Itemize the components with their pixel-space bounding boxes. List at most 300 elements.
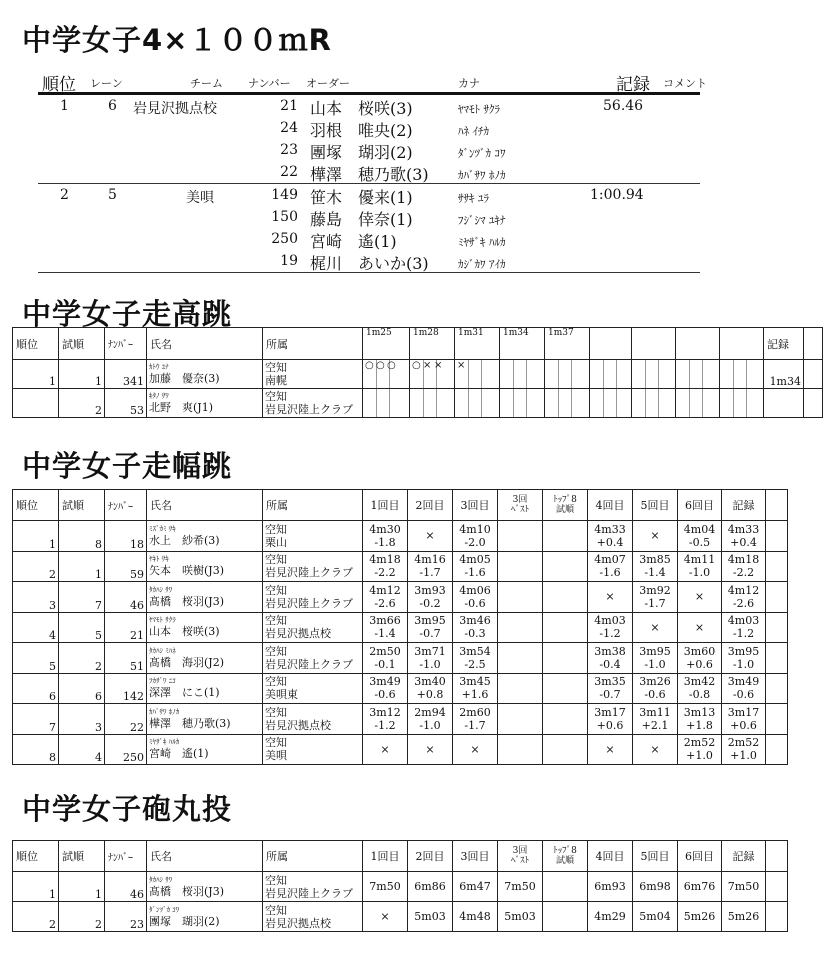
- trial-cell: [633, 734, 678, 765]
- athlete-name: 水上 紗希(3): [149, 533, 220, 547]
- trial-distance: 3m85: [639, 553, 671, 567]
- header-rank: 順位: [42, 75, 76, 95]
- lj-header-order: 試順: [59, 490, 105, 521]
- spare-cell: [766, 643, 788, 674]
- trial-distance: 3m45: [459, 675, 491, 689]
- affiliation-prefecture: 空知: [265, 903, 287, 917]
- shotput-title: 中学女子砲丸投: [22, 792, 233, 826]
- order-cell: 2: [59, 389, 105, 418]
- order-cell: 1: [59, 551, 105, 582]
- affiliation-school: 岩見沢陸上クラブ: [265, 566, 353, 580]
- lj-header-name: 氏名: [147, 490, 263, 521]
- trial-cell: [363, 521, 408, 552]
- trial-cell: [453, 612, 498, 643]
- hj-header-name: 氏名: [147, 328, 263, 360]
- hj-height-9: [720, 328, 764, 360]
- highjump-table: [12, 327, 823, 418]
- affiliation-cell: [263, 612, 363, 643]
- lj-header-t5: 5回目: [633, 490, 678, 521]
- hj-header-affil: 所属: [263, 328, 363, 360]
- relay-member-kana: ｶｼﾞｶﾜ ｱｲｶ: [458, 258, 506, 271]
- table-row: [13, 360, 823, 389]
- trial-cell: [588, 673, 633, 704]
- trial-wind: -2.6: [732, 596, 755, 610]
- athlete-name: 髙橋 桜羽(J3): [149, 594, 224, 608]
- trial-distance: ×: [605, 742, 615, 756]
- athlete-kana: ﾌｶｻﾞﾜ ﾆｺ: [149, 677, 176, 686]
- rank-cell: 4: [13, 612, 59, 643]
- trial-wind: -1.7: [464, 718, 486, 732]
- lj-header-number: ﾅﾝﾊﾞｰ: [105, 490, 147, 521]
- trial-distance: 3m49: [369, 675, 401, 689]
- trial-distance: ×: [650, 742, 660, 756]
- trial-cell: [633, 521, 678, 552]
- header-number: ナンバー: [248, 77, 291, 90]
- trial-cell: [543, 612, 588, 643]
- hj-height-3: 1m31: [455, 328, 500, 360]
- trial-cell: [543, 643, 588, 674]
- relay-member-name: 梶川 あいか(3): [310, 254, 429, 273]
- athlete-kana: ﾀｶﾊｼ ｻﾜ: [149, 875, 173, 884]
- table-row: [13, 612, 788, 643]
- relay-lane: 6: [108, 98, 117, 114]
- relay-record: 56.46: [603, 98, 644, 114]
- affiliation-prefecture: 空知: [265, 614, 287, 628]
- trial-wind: -0.3: [464, 627, 486, 641]
- relay-member-number: 22: [280, 164, 298, 180]
- table-row: [13, 551, 788, 582]
- hj-height-8: [676, 328, 720, 360]
- trial-cell: [408, 734, 453, 765]
- attempt-mark: ○: [376, 360, 385, 371]
- sp-header-t3: 3回目: [453, 841, 498, 872]
- affiliation-cell: [263, 872, 363, 902]
- trial-cell: [678, 734, 722, 765]
- relay-line: [38, 250, 700, 272]
- trial-distance: 4m18: [727, 553, 760, 567]
- attempt-mark: ×: [457, 360, 466, 371]
- number-cell: 21: [105, 612, 147, 643]
- trial-wind: +0.4: [730, 535, 757, 549]
- relay-team-name: 岩見沢拠点校: [133, 101, 217, 117]
- trial-wind: -0.8: [688, 688, 711, 702]
- trial-wind: -1.0: [732, 657, 755, 671]
- trial-wind: +0.6: [686, 657, 713, 671]
- trial-cell: [363, 734, 408, 765]
- trial-distance: ×: [605, 590, 615, 604]
- trial-distance: 4m16: [414, 553, 446, 567]
- trial-cell: 6m76: [678, 872, 722, 902]
- trial-distance: 2m94: [414, 705, 446, 719]
- attempt-mark: ○: [365, 360, 374, 371]
- relay-member-number: 23: [280, 142, 298, 158]
- trial-cell: [543, 734, 588, 765]
- athlete-cell: [147, 902, 263, 932]
- relay-member-kana: ﾊﾈ ｲﾁｶ: [458, 125, 489, 138]
- relay-member-kana: ﾐﾔｻﾞｷ ﾊﾙｶ: [458, 236, 506, 249]
- trial-cell: [498, 643, 543, 674]
- trial-distance: 2m50: [369, 644, 401, 658]
- table-row: [13, 389, 823, 418]
- trial-cell: [498, 734, 543, 765]
- trial-cell: [722, 612, 766, 643]
- trial-wind: -1.4: [374, 627, 396, 641]
- trial-distance: 2m60: [459, 705, 491, 719]
- trial-distance: 4m18: [369, 553, 401, 567]
- affiliation-prefecture: 空知: [265, 675, 287, 689]
- trial-cell: 4m48: [453, 902, 498, 932]
- trial-cell: [722, 551, 766, 582]
- trial-wind: +0.4: [596, 535, 624, 549]
- trial-cell: [453, 704, 498, 735]
- affiliation-prefecture: 空知: [265, 522, 287, 536]
- relay-member-kana: ﾌｼﾞｼﾏ ﾕｷﾅ: [458, 214, 506, 227]
- hj-height-5: 1m37: [545, 328, 590, 360]
- hj-height-4: 1m34: [500, 328, 545, 360]
- number-cell: 53: [105, 389, 147, 418]
- trial-distance: 3m42: [683, 675, 716, 689]
- table-row: [13, 902, 788, 932]
- relay-member-kana: ﾔﾏﾓﾄ ｻｸﾗ: [458, 103, 500, 116]
- lj-header-t4: 4回目: [588, 490, 633, 521]
- trial-wind: -1.0: [419, 657, 441, 671]
- athlete-kana: ｷﾀﾉ ｻﾜ: [149, 392, 169, 400]
- header-team: チーム: [190, 77, 223, 90]
- sp-header-name: 氏名: [147, 841, 263, 872]
- hj-header-number: ﾅﾝﾊﾞｰ: [105, 328, 147, 360]
- trial-cell: [408, 612, 453, 643]
- trial-wind: -1.7: [419, 566, 441, 580]
- relay-line: [38, 206, 700, 228]
- trial-cell: 6m47: [453, 872, 498, 902]
- trial-cell: 5m26: [678, 902, 722, 932]
- athlete-name: 樺澤 穂乃歌(3): [149, 716, 231, 730]
- header-record: 記録: [616, 75, 650, 95]
- trial-cell: [633, 612, 678, 643]
- affiliation-prefecture: 空知: [265, 583, 287, 597]
- athlete-name: 宮崎 遙(1): [149, 747, 209, 761]
- header-comment: コメント: [663, 77, 707, 90]
- sp-header-number: ﾅﾝﾊﾞｰ: [105, 841, 147, 872]
- trial-wind: +1.0: [730, 749, 757, 763]
- lj-header-affil: 所属: [263, 490, 363, 521]
- affiliation-school: 岩見沢陸上クラブ: [265, 403, 353, 416]
- trial-wind: -0.7: [599, 688, 621, 702]
- athlete-name: 北野 爽(J1): [149, 401, 213, 414]
- trial-cell: [722, 582, 766, 613]
- athlete-kana: ﾔﾏﾓﾄ ｻｸﾗ: [149, 616, 176, 625]
- trial-cell: [498, 612, 543, 643]
- attempt-cell: [676, 360, 720, 389]
- relay-team: [38, 95, 700, 184]
- number-cell: 22: [105, 704, 147, 735]
- trial-cell: [588, 704, 633, 735]
- trial-distance: 4m30: [369, 522, 401, 536]
- trial-distance: 4m33: [727, 522, 760, 536]
- rank-cell: 1: [13, 872, 59, 902]
- relay-team: [38, 184, 700, 273]
- trial-cell: [408, 704, 453, 735]
- trial-cell: [453, 643, 498, 674]
- athlete-cell: [147, 612, 263, 643]
- trial-cell: [633, 551, 678, 582]
- order-cell: 4: [59, 734, 105, 765]
- athlete-cell: [147, 673, 263, 704]
- hj-header-order: 試順: [59, 328, 105, 360]
- affiliation-school: 美唄: [265, 749, 287, 763]
- trial-cell: [678, 521, 722, 552]
- athlete-kana: ﾀｶﾊｼ ﾐﾊﾈ: [149, 646, 176, 655]
- trial-distance: ×: [694, 620, 705, 634]
- athlete-name: 深澤 にこ(1): [149, 686, 220, 700]
- attempt-cell: [676, 389, 720, 418]
- affiliation-school: 栗山: [265, 535, 287, 549]
- trial-wind: -0.5: [688, 535, 711, 549]
- trial-distance: ×: [694, 590, 705, 604]
- affiliation-prefecture: 空知: [265, 873, 287, 887]
- relay-line: [38, 228, 700, 250]
- trial-distance: 3m49: [727, 675, 760, 689]
- trial-cell: 6m93: [588, 872, 633, 902]
- lj-header-t1: 1回目: [363, 490, 408, 521]
- attempt-cell: [545, 360, 590, 389]
- trial-cell: [588, 734, 633, 765]
- trial-distance: 2m52: [727, 736, 760, 750]
- trial-wind: -2.2: [732, 566, 755, 580]
- affiliation-school: 岩見沢拠点校: [265, 916, 331, 930]
- hj-height-2: 1m28: [410, 328, 455, 360]
- trial-cell: [408, 521, 453, 552]
- trial-wind: -1.7: [644, 596, 666, 610]
- trial-distance: 3m13: [683, 705, 716, 719]
- relay-line: [38, 117, 700, 139]
- trial-distance: 3m38: [594, 644, 626, 658]
- trial-distance: ×: [425, 529, 435, 543]
- trial-cell: [498, 551, 543, 582]
- trial-wind: -0.6: [644, 688, 666, 702]
- trial-cell: 6m86: [408, 872, 453, 902]
- lj-header-rank: 順位: [13, 490, 59, 521]
- relay-line: [38, 139, 700, 161]
- trial-distance: ×: [425, 742, 435, 756]
- rank-cell: 1: [13, 360, 59, 389]
- trial-cell: [363, 582, 408, 613]
- trial-cell: [543, 582, 588, 613]
- affiliation-cell: [263, 582, 363, 613]
- number-cell: 46: [105, 872, 147, 902]
- relay-member-kana: ﾀﾞﾝﾂﾞｶ ｺﾜ: [458, 147, 506, 160]
- sp-header-order: 試順: [59, 841, 105, 872]
- affiliation-cell: [263, 734, 363, 765]
- trial-distance: 3m26: [639, 675, 671, 689]
- attempt-mark: ○: [387, 360, 396, 371]
- trial-cell: [363, 612, 408, 643]
- shotput-table: [12, 840, 788, 932]
- trial-distance: 3m92: [639, 583, 671, 597]
- trial-cell: [543, 673, 588, 704]
- table-row: [13, 582, 788, 613]
- trial-cell: [408, 673, 453, 704]
- affiliation-cell: [263, 643, 363, 674]
- trial-wind: +0.8: [416, 688, 444, 702]
- attempt-cell: [363, 389, 410, 418]
- trial-distance: 3m95: [414, 614, 446, 628]
- trial-cell: 7m50: [363, 872, 408, 902]
- trial-wind: +2.1: [641, 718, 669, 732]
- number-cell: 51: [105, 643, 147, 674]
- trial-cell: [453, 521, 498, 552]
- relay-title: 中学女子4×１００ｍR: [22, 23, 332, 57]
- athlete-name: 山本 桜咲(3): [149, 625, 220, 639]
- relay-member-kana: ｻｻｷ ﾕﾗ: [458, 192, 489, 205]
- sp-header-affil: 所属: [263, 841, 363, 872]
- sp-header-rank: 順位: [13, 841, 59, 872]
- trial-wind: -1.2: [732, 627, 755, 641]
- trial-distance: 3m93: [414, 583, 446, 597]
- spare-cell: [804, 360, 823, 389]
- trial-wind: -0.4: [599, 657, 621, 671]
- trial-cell: [498, 673, 543, 704]
- trial-cell: [363, 643, 408, 674]
- relay-line: [38, 161, 700, 183]
- number-cell: 23: [105, 902, 147, 932]
- trial-distance: 4m10: [459, 522, 491, 536]
- relay-member-name: 團塚 瑚羽(2): [310, 143, 413, 162]
- attempt-cell: [455, 389, 500, 418]
- spare-cell: [766, 872, 788, 902]
- trial-cell: [722, 704, 766, 735]
- affiliation-cell: [263, 389, 363, 418]
- hj-height-7: [632, 328, 676, 360]
- relay-member-number: 24: [280, 120, 298, 136]
- trial-wind: -0.6: [732, 688, 755, 702]
- attempt-cell: [410, 360, 455, 389]
- order-cell: 8: [59, 521, 105, 552]
- trial-wind: -2.0: [464, 535, 486, 549]
- trial-distance: ×: [380, 742, 390, 756]
- spare-cell: [766, 582, 788, 613]
- trial-cell: [678, 643, 722, 674]
- rank-cell: 6: [13, 673, 59, 704]
- relay-header: [38, 70, 707, 95]
- relay-lane: 5: [108, 187, 117, 203]
- hj-height-6: [590, 328, 632, 360]
- relay-member-number: 21: [280, 98, 298, 114]
- number-cell: 341: [105, 360, 147, 389]
- athlete-cell: [147, 582, 263, 613]
- trial-cell: [453, 551, 498, 582]
- affiliation-prefecture: 空知: [265, 390, 287, 403]
- spare-cell: [766, 704, 788, 735]
- athlete-cell: [147, 389, 263, 418]
- attempt-cell: [500, 389, 545, 418]
- attempt-cell: [590, 360, 632, 389]
- trial-distance: 4m33: [594, 522, 626, 536]
- order-cell: 7: [59, 582, 105, 613]
- trial-cell: [453, 734, 498, 765]
- trial-distance: 4m05: [459, 553, 491, 567]
- athlete-name: 加藤 優奈(3): [149, 372, 220, 385]
- trial-cell: [543, 551, 588, 582]
- rank-cell: 5: [13, 643, 59, 674]
- relay-member-name: 笹木 優来(1): [310, 188, 413, 207]
- sp-header-t4: 4回目: [588, 841, 633, 872]
- relay-member-number: 19: [280, 253, 298, 269]
- trial-distance: 4m07: [594, 553, 626, 567]
- athlete-cell: [147, 704, 263, 735]
- trial-wind: +0.6: [596, 718, 624, 732]
- spare-cell: [766, 612, 788, 643]
- rank-cell: 1: [13, 521, 59, 552]
- order-cell: 2: [59, 643, 105, 674]
- trial-wind: -1.8: [374, 535, 396, 549]
- longjump-table: [12, 489, 788, 765]
- trial-wind: -1.0: [419, 718, 441, 732]
- trial-distance: 4m03: [594, 614, 626, 628]
- sp-header-record: 記録: [722, 841, 766, 872]
- sp-header-t1: 1回目: [363, 841, 408, 872]
- trial-cell: [633, 643, 678, 674]
- affiliation-cell: [263, 902, 363, 932]
- athlete-name: 髙橋 海羽(J2): [149, 655, 224, 669]
- affiliation-prefecture: 空知: [265, 644, 287, 658]
- trial-cell: [543, 902, 588, 932]
- affiliation-school: 岩見沢拠点校: [265, 718, 331, 732]
- trial-distance: 4m12: [369, 583, 401, 597]
- attempt-cell: [500, 360, 545, 389]
- athlete-cell: [147, 643, 263, 674]
- sp-header-t5: 5回目: [633, 841, 678, 872]
- athlete-kana: ﾀｶﾊｼ ｻﾜ: [149, 585, 173, 594]
- relay-member-number: 150: [271, 209, 298, 225]
- trial-wind: -1.6: [599, 566, 621, 580]
- athlete-kana: ﾔｷﾄ ｻｷ: [149, 555, 169, 564]
- affiliation-cell: [263, 551, 363, 582]
- number-cell: 59: [105, 551, 147, 582]
- trial-distance: 3m54: [459, 644, 491, 658]
- highjump-title: 中学女子走高跳: [22, 297, 233, 331]
- trial-wind: -0.6: [464, 596, 486, 610]
- rank-cell: 2: [13, 551, 59, 582]
- hj-header-record: 記録: [764, 328, 804, 360]
- affiliation-prefecture: 空知: [265, 705, 287, 719]
- trial-distance: 3m66: [369, 614, 401, 628]
- table-row: [13, 872, 788, 902]
- table-row: [13, 673, 788, 704]
- trial-distance: 2m52: [683, 736, 716, 750]
- trial-cell: [633, 582, 678, 613]
- attempt-mark: ×: [423, 360, 432, 371]
- trial-cell: ×: [363, 902, 408, 932]
- trial-wind: -1.2: [599, 627, 621, 641]
- table-row: [13, 521, 788, 552]
- lj-header-record: 記録: [722, 490, 766, 521]
- rank-cell: 8: [13, 734, 59, 765]
- trial-wind: -0.6: [374, 688, 396, 702]
- trial-cell: [678, 551, 722, 582]
- trial-cell: 7m50: [722, 872, 766, 902]
- trial-distance: 3m95: [727, 644, 760, 658]
- relay-member-name: 樺澤 穂乃歌(3): [310, 165, 429, 184]
- trial-cell: [408, 643, 453, 674]
- trial-cell: [588, 643, 633, 674]
- trial-distance: 3m40: [414, 675, 446, 689]
- trial-cell: [498, 704, 543, 735]
- trial-wind: -0.7: [419, 627, 441, 641]
- trial-distance: 3m35: [594, 675, 626, 689]
- trial-cell: [678, 612, 722, 643]
- relay-member-name: 藤島 倖奈(1): [310, 210, 413, 229]
